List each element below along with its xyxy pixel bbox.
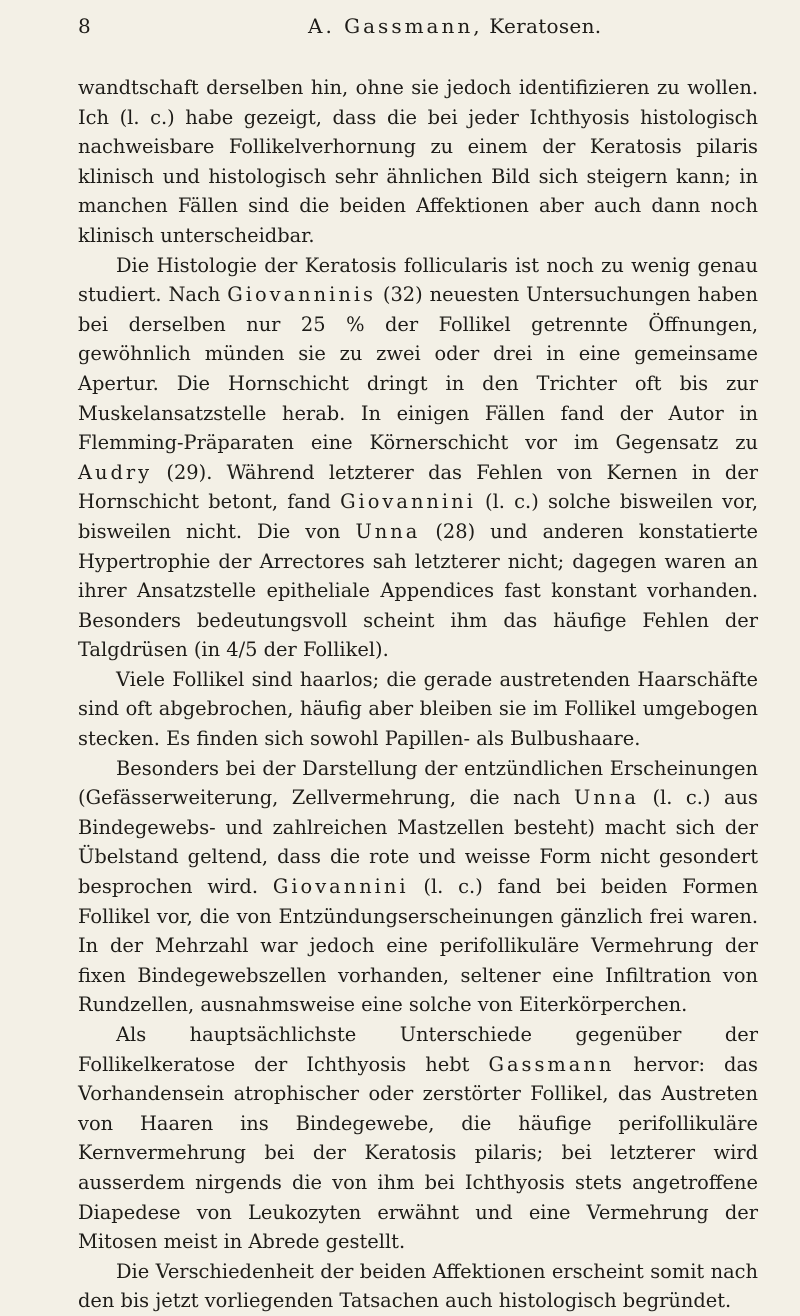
paragraph bbox=[78, 73, 758, 251]
text-segment: Als hauptsächlichste Unterschiede gegenüber der Follikelkeratose der Ichthyosis hebt bbox=[78, 1023, 758, 1076]
text-segment: wandtschaft derselben hin, ohne sie jedoch identifizieren zu wollen. Ich (l. c.) habe gezeigt, dass die bei jeder Ichthyosis histologisch nachweisbare Follikelverhornung zu einem der Keratosis pilaris klinisch und histologisch sehr ähnlichen Bild sich steigern kann; in manchen Fällen sind die beiden Affektionen aber auch dann noch klinisch unterscheidbar. bbox=[78, 76, 758, 247]
author-name: Giovanninis bbox=[227, 283, 376, 307]
text-segment: Viele Follikel sind haarlos; die gerade austretenden Haarschäfte sind oft abgebrochen, häufig aber bleiben sie im Follikel umgebogen stecken. Es finden sich sowohl Papillen- als Bulbushaare. bbox=[78, 667, 758, 751]
text-segment: (l. c.) fand bei beiden Formen Follikel vor, die von Entzündungserscheinungen gänzlich frei waren. In der Mehrzahl war jedoch eine perifollikuläre Vermehrung der fixen Bindegewebszellen vorhanden, seltener eine Infiltration von Rundzellen, ausnahmsweise eine solche von Eiterkörperchen. bbox=[78, 875, 758, 1017]
running-head-author: A. Gassmann, bbox=[308, 14, 483, 38]
author-name: Unna bbox=[574, 786, 639, 810]
page-header bbox=[78, 14, 740, 44]
text-segment: hervor: das Vorhandensein atrophischer oder zerstörter Follikel, das Austreten von Haaren ins Bindegewebe, die häufige perifollikuläre Kernvermehrung bei der Keratosis pilaris; bei letzterer wird ausserdem nirgends die von ihm bei Ichthyosis stets angetroffene Diapedese von Leukozyten erwähnt und eine Vermehrung der Mitosen meist in Abrede gestellt. bbox=[78, 1052, 758, 1254]
paragraph bbox=[78, 1020, 758, 1257]
text-segment: (l. c.) solche bisweilen vor, bisweilen nicht. Die von bbox=[78, 490, 758, 543]
paragraph bbox=[78, 754, 758, 1020]
body-text bbox=[78, 73, 758, 1316]
paragraph bbox=[78, 251, 758, 665]
author-name: Gassmann bbox=[488, 1052, 615, 1076]
text-segment: (l. c.) aus Bindegewebs- und zahlreichen Mastzellen besteht) macht sich der Übelstand geltend, dass die rote und weisse Form nicht gesondert besprochen wird. bbox=[78, 786, 758, 899]
text-segment: (28) und anderen konstatierte Hypertrophie der Arrectores sah letzterer nicht; dagegen waren an ihrer Ansatzstelle epitheliale Appendices fast konstant vorhanden. Besonders bedeutungsvoll scheint ihm das häufige Fehlen der Talgdrüsen (in 4/5 der Follikel). bbox=[78, 519, 758, 662]
author-name: Giovannini bbox=[340, 490, 476, 514]
paragraph bbox=[78, 1257, 758, 1316]
author-name: Giovannini bbox=[272, 875, 409, 899]
author-name: Unna bbox=[355, 519, 421, 543]
text-segment: Die Histologie der Keratosis follicularis ist noch zu wenig genau studiert. Nach bbox=[78, 253, 758, 307]
running-head-title: Keratosen. bbox=[489, 14, 602, 38]
author-name: Audry bbox=[78, 460, 153, 484]
text-segment: Die Verschiedenheit der beiden Affektionen erscheint somit nach den bis jetzt vorliegenden Tatsachen auch histologisch begründet. bbox=[78, 1259, 758, 1313]
text-segment: (32) neuesten Untersuchungen haben bei derselben nur 25 % der Follikel getrennte Öffnungen, gewöhnlich münden sie zu zwei oder drei in eine gemeinsame Apertur. Die Hornschicht dringt in den Trichter oft bis zur Muskelansatzstelle herab. In einigen Fällen fand der Autor in Flemming-Präparaten eine Körnerschicht vor im Gegensatz zu bbox=[78, 283, 759, 455]
text-segment: (29). Während letzterer das Fehlen von Kernen in der Hornschicht betont, fand bbox=[78, 460, 758, 514]
text-segment: Besonders bei der Darstellung der entzündlichen Erscheinungen (Gefässerweiterung, Zellvermehrung, die nach bbox=[78, 756, 758, 810]
page-number: 8 bbox=[78, 14, 92, 38]
paragraph bbox=[78, 665, 758, 754]
running-head bbox=[308, 14, 601, 38]
